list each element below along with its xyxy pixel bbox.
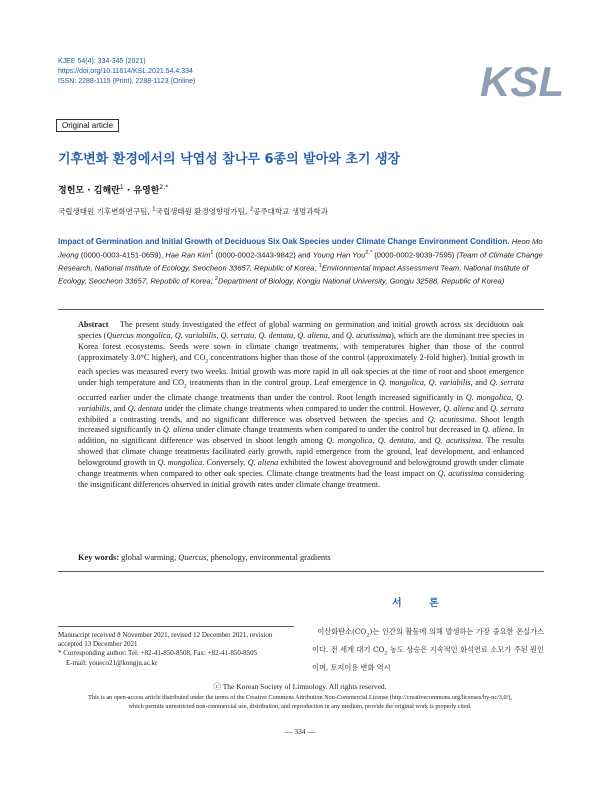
- abstract-text: ,: [170, 330, 175, 340]
- abstract-text: ,: [511, 392, 517, 402]
- korean-title: 기후변화 환경에서의 낙엽성 참나무 6종의 발아와 초기 생장: [58, 152, 401, 167]
- author-sup: 1: [119, 184, 124, 191]
- abstract-text: ,: [254, 330, 259, 340]
- orcid-1: (0000-0003-4151-0659),: [78, 250, 166, 260]
- english-author-1: Heon Mo Jeong: [58, 237, 543, 260]
- license-text: [0, 694, 600, 711]
- english-affil-2: Environmental Impact Assessment Team, National Institute of Ecology, Seocheon 33657, Republic of Korea;: [58, 263, 529, 286]
- author-email[interactable]: E-mail: youeco21@kongju.ac.kr: [66, 658, 158, 667]
- subscript: 2: [205, 358, 209, 365]
- species-name: Q. aliena: [162, 425, 194, 435]
- abstract-text: under climate change treatments when compared to under the control but decreased in: [193, 425, 483, 435]
- keywords-text: global warming,: [119, 553, 179, 562]
- korean-authors: [58, 183, 168, 196]
- affil-0: 국립생태원 기후변화연구팀,: [58, 207, 153, 216]
- species-name: Q. aliena: [443, 403, 474, 413]
- abstract-top-rule: [58, 309, 544, 310]
- author-names: 정헌모 · 김해란: [58, 186, 120, 196]
- species-name: Quercus mongolica: [106, 330, 171, 340]
- author-sup-2: 2,*: [159, 184, 169, 191]
- abstract-text: under the climate change treatments when compared to under the control. However,: [162, 403, 444, 413]
- affil-1: 국립생태원 환경영향평가팀,: [155, 207, 250, 216]
- abstract-text: and: [473, 403, 491, 413]
- abstract-text: The present study investigated the effect of global warming on germination and initial growth across six deciduous oak species (: [78, 320, 525, 340]
- english-affil-1: (Team of Climate Change Research, National Institute of Ecology, Seocheon 33657, Republic of Korea;: [58, 250, 543, 273]
- english-affil-3: Department of Biology, Kongju National University, Gongju 32588, Republic of Korea): [217, 276, 505, 286]
- copyright: ⓒ The Korean Society of Limnology. All rights reserved.: [213, 682, 387, 691]
- abstract-text: ,: [293, 330, 298, 340]
- species-name: Q. dentata: [377, 436, 414, 446]
- author-names-2: · 유영한: [123, 186, 160, 196]
- species-name: Q. dentata: [127, 403, 163, 413]
- species-name: Q. variabilis: [428, 378, 471, 388]
- abstract-label: Abstract: [78, 320, 109, 329]
- introduction-body: [312, 625, 544, 675]
- affil-sup-1: 1: [152, 206, 156, 213]
- species-name: Q. dentata: [258, 330, 294, 340]
- species-name: Q. mongolica: [326, 436, 373, 446]
- species-name: Q. acutissima: [427, 414, 475, 424]
- ksl-logo: [478, 56, 564, 105]
- species-name: Q. serrata: [489, 378, 525, 388]
- journal-citation: KJEE 54(4): 334-345 (2021): [58, 58, 146, 65]
- species-name: Q. variabilis: [174, 330, 217, 340]
- keywords-text: , phenology, environmental gradients: [206, 553, 331, 562]
- species-name: Q. variabilis: [78, 392, 525, 413]
- subscript: 2: [384, 650, 388, 657]
- abstract-text: . Shoot length increased significantly in: [78, 414, 525, 435]
- english-title-block: [58, 237, 544, 287]
- species-name: Q. aliena: [297, 330, 328, 340]
- abstract-text: , and: [470, 378, 490, 388]
- species-name: Q. serrata: [490, 403, 524, 413]
- keywords-label: Key words:: [78, 553, 120, 562]
- doi-link[interactable]: https://doi.org/10.11614/KSL.2021.54.4.334: [58, 68, 193, 75]
- species-name: Q. serrata: [220, 330, 255, 340]
- english-sup-3: 2,*: [365, 249, 373, 256]
- abstract-text: exhibited the lowest aboveground and belowground growth under climate change treatments when compared to other oak species. Climate change treatments had the least impact on: [78, 458, 524, 479]
- species-name: Q. mongolica: [465, 392, 512, 402]
- affil-2: 공주대학교 생명과학과: [253, 207, 329, 216]
- abstract-text: , and: [327, 330, 346, 340]
- english-title: Impact of Germination and Initial Growth of Deciduous Six Oak Species under Climate Change Environment Condition.: [58, 237, 510, 246]
- species-name: Q. mongolica: [157, 458, 203, 468]
- keywords: [78, 553, 331, 562]
- abstract-text: treatments than in the control group. Leaf emergence in: [186, 378, 379, 388]
- subscript: 2: [184, 383, 187, 390]
- abstract-text: . In addition, no significant difference was observed in shoot length among: [78, 425, 524, 446]
- section-heading-introduction: 서 론: [392, 598, 451, 609]
- orcid-3: (0000-0002-9039-7595): [372, 250, 457, 260]
- issn: ISSN: 2288-1115 (Print), 2288-1123 (Online): [58, 78, 196, 85]
- corresponding-author: * Corresponding author: Tel: +82-41-850-8508, Fax: +82-41-850-8505: [58, 649, 258, 658]
- abstract-text: concentrations higher than those of the control (approximately 2-fold higher). Initial growth in each species was measured every two weeks. Initial growth was more rapid in all oak species at the time of root and shoot emergence under high temperature and CO: [78, 352, 524, 388]
- logo-text: KSL: [480, 58, 564, 105]
- species-name: Q. aliena: [247, 458, 279, 468]
- orcid-2: (0000-0002-3443-9842) and: [213, 250, 313, 260]
- abstract-text: , and: [413, 436, 435, 446]
- species-name: Q. acutissima: [437, 469, 484, 479]
- abstract-text: ), which are the dominant tree species in Korea forest ecosystems. Seeds were sown in climate change treatments, with temperatures higher than those of the control (approximately 3.0°C higher), and CO: [78, 330, 525, 362]
- subscript: 2: [366, 632, 370, 639]
- body-text: )는 인간의 활동에 의해 발생하는 가장 중요한 온실가스이다. 전 세계 대기 CO: [312, 627, 544, 654]
- body-text: 농도 상승은 지속적인 화석연료 소모가 주된 원인이며, 토지이용 변화 역시: [312, 644, 544, 672]
- journal-header: [58, 57, 195, 87]
- affil-sup-2: 2: [249, 206, 254, 213]
- abstract-text: occurred earlier under the climate change treatments than under the control. Root length increased significantly in: [78, 392, 466, 402]
- abstract-text: exhibited a contrasting trends, and no significant difference was observed between the species and: [78, 414, 428, 424]
- received-dates: Manuscript received 8 November 2021, revised 12 December 2021, revision accepted 13 December 2021: [58, 631, 273, 649]
- abstract-text: ,: [372, 436, 378, 446]
- abstract-bottom-rule: [58, 571, 544, 572]
- species-name: Q. acutissima: [434, 436, 482, 446]
- species-name: Q. mongolica: [378, 378, 424, 388]
- abstract-text: . The results showed that climate change treatments facilitated early growth, rapid emergence from the ground, leaf development, and enhanced belowground growth in: [78, 436, 525, 468]
- keywords-italic: Quercus: [178, 553, 207, 562]
- page-number: — 334 —: [285, 727, 315, 736]
- english-author-2: Hae Ran Kim: [165, 250, 211, 260]
- notes-rule: [58, 626, 294, 627]
- abstract-text: considering the insignificant differences observed in initial growth rates under climate change treatment.: [78, 469, 524, 489]
- species-name: Q. aliena: [482, 425, 513, 435]
- species-name: Q. acutissima: [345, 330, 392, 340]
- abstract: [78, 320, 524, 491]
- manuscript-notes: [58, 631, 294, 668]
- abstract-text: ,: [216, 330, 221, 340]
- english-sup-2: 1: [210, 249, 214, 256]
- article-type-badge: Original article: [56, 119, 119, 132]
- abstract-text: . Conversely,: [202, 458, 248, 468]
- license-line-1: This is an open-access article distributed under the terms of the Creative Commons Attribution Non-Commercial License (http://creativecommons.org/licenses/by-nc/3.0/),: [88, 694, 512, 701]
- abstract-text: , and: [109, 403, 128, 413]
- english-author-3: Young Han You: [312, 250, 366, 260]
- english-affil-sup-2: 1: [318, 262, 322, 269]
- license-line-2: which permits unrestricted non-commercial use, distribution, and reproduction in any medium, provide the original work is properly cited.: [128, 702, 472, 710]
- abstract-text: ,: [423, 378, 429, 388]
- body-text: 이산화탄소(CO: [317, 627, 367, 636]
- korean-affiliations: [58, 206, 328, 217]
- english-affil-sup-3: 2: [214, 275, 218, 282]
